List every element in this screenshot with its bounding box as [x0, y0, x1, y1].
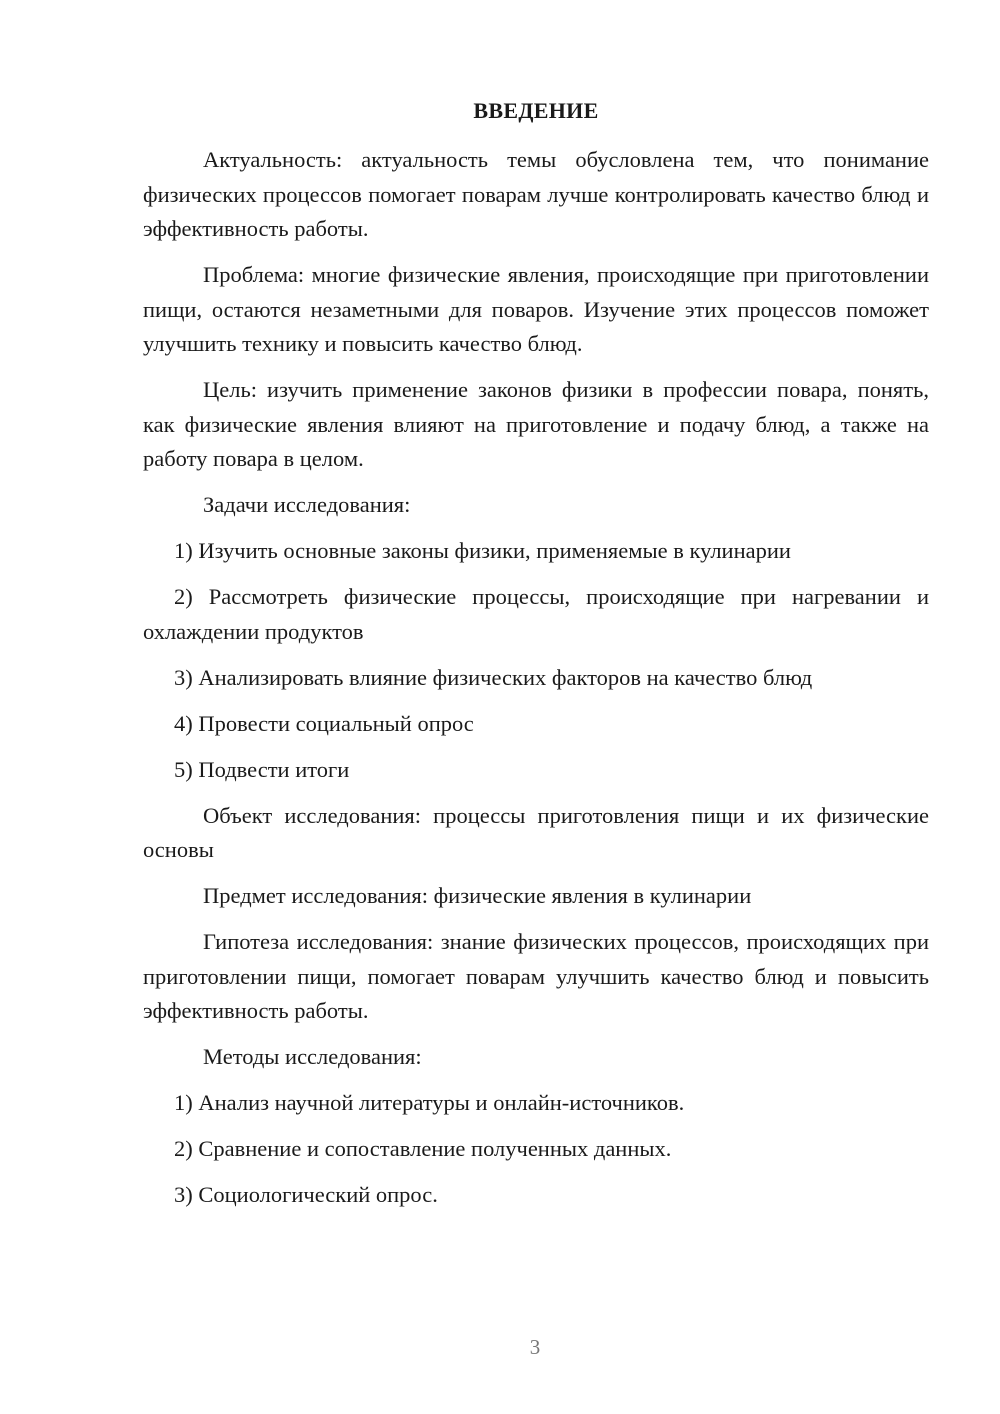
task-item: 5) Подвести итоги	[174, 756, 350, 782]
method-item: 2) Сравнение и сопоставление полученных данных.	[174, 1136, 672, 1161]
task-item: 4) Провести социальный опрос	[174, 710, 474, 736]
task-item: 2) Рассмотреть физические процессы, происходящие при нагревании и охлаждении продуктов	[143, 584, 929, 644]
object-paragraph: Объект исследования: процессы приготовления пищи и их физические основы	[143, 802, 929, 862]
subject-paragraph: Предмет исследования: физические явления в кулинарии	[203, 883, 752, 908]
method-item: 3) Социологический опрос.	[174, 1182, 438, 1207]
relevance-paragraph: Актуальность: актуальность темы обусловлена тем, что понимание физических процессов помогает поварам лучше контролировать качество блюд и эффективность работы.	[143, 147, 929, 241]
task-item: 3) Анализировать влияние физических факторов на качество блюд	[174, 664, 813, 690]
document-body	[143, 143, 929, 1224]
method-item: 1) Анализ научной литературы и онлайн-источников.	[174, 1090, 685, 1115]
problem-paragraph: Проблема: многие физические явления, происходящие при приготовлении пищи, остаются незаметными для поваров. Изучение этих процессов поможет улучшить технику и повысить качество блюд.	[143, 262, 929, 356]
task-item: 1) Изучить основные законы физики, применяемые в кулинарии	[174, 538, 791, 563]
page-title: ВВЕДЕНИЕ	[473, 98, 599, 123]
hypothesis-paragraph: Гипотеза исследования: знание физических процессов, происходящих при приготовлении пищи, помогает поварам улучшить качество блюд и повысить эффективность работы.	[143, 929, 929, 1023]
goal-paragraph: Цель: изучить применение законов физики в профессии повара, понять, как физические явления влияют на приготовление и подачу блюд, а также на работу повара в целом.	[143, 377, 929, 471]
tasks-heading: Задачи исследования:	[203, 492, 411, 517]
methods-heading: Методы исследования:	[203, 1044, 422, 1069]
page-number: 3	[529, 1335, 541, 1359]
